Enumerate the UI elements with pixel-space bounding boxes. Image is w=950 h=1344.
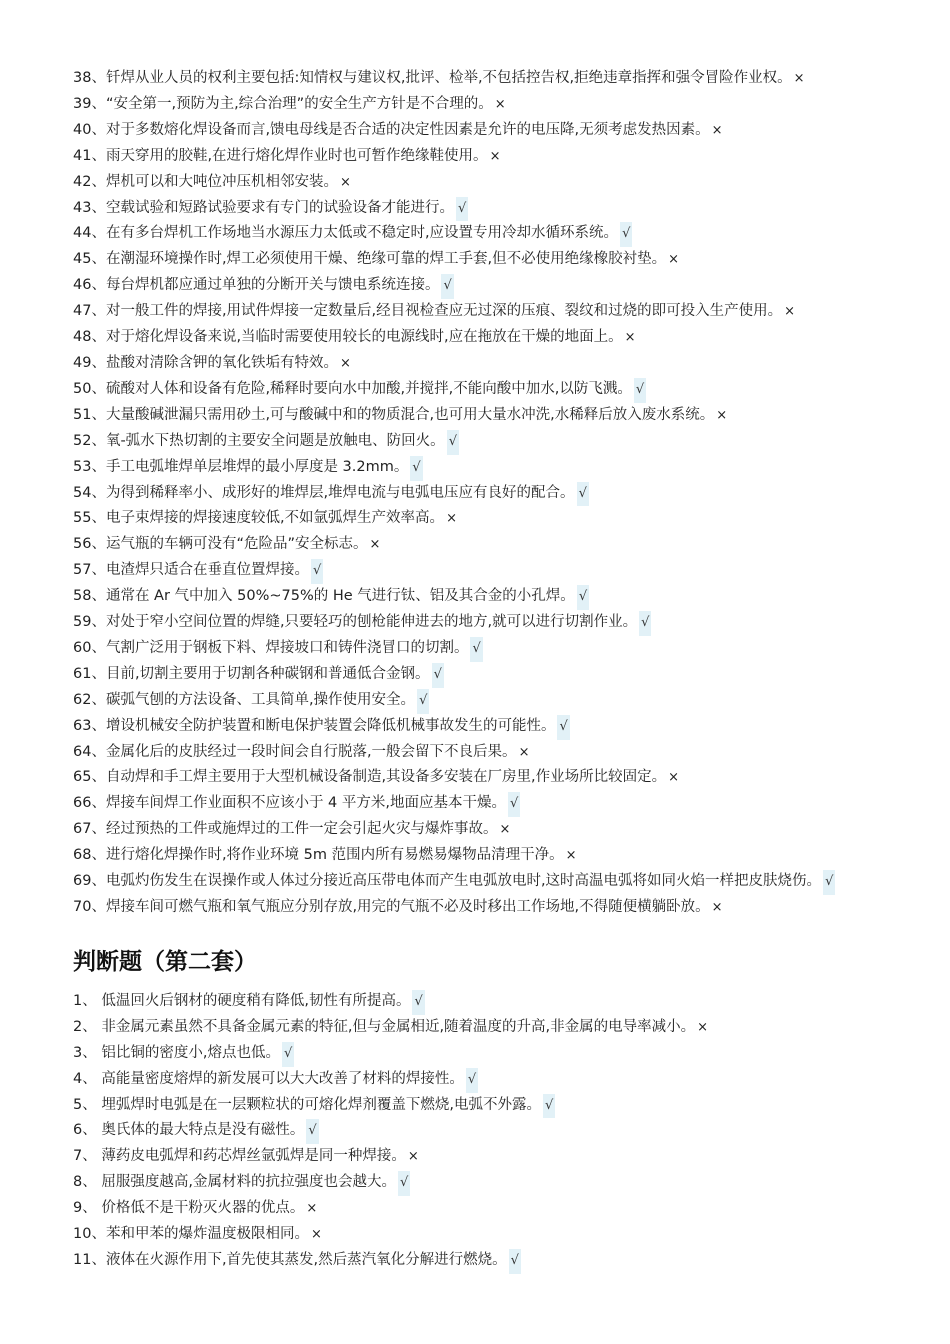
question-item: [73, 688, 881, 714]
question-text: 8、 屈服强度越高,金属材料的抗拉强度也会越大。: [73, 1174, 396, 1191]
check-mark-icon: √: [557, 715, 569, 740]
question-text: 55、电子束焊接的焊接速度较低,不如氩弧焊生产效率高。: [73, 510, 445, 527]
question-item: [73, 740, 881, 766]
question-text: 4、 高能量密度熔焊的新发展可以大大改善了材料的焊接性。: [73, 1070, 464, 1087]
cross-mark-icon: ×: [339, 355, 351, 371]
question-text: 40、对于多数熔化焊设备而言,馈电母线是否合适的决定性因素是允许的电压降,无须考虑发热因素。: [73, 121, 710, 138]
question-text: 39、“安全第一,预防为主,综合治理”的安全生产方针是不合理的。: [73, 95, 493, 112]
question-text: 68、进行熔化焊操作时,将作业环境 5m 范围内所有易燃易爆物品清理干净。: [73, 847, 564, 864]
section-title: 判断题（第二套）: [73, 948, 257, 975]
question-item: [73, 636, 881, 662]
question-text: 50、硫酸对人体和设备有危险,稀释时要向水中加酸,并搅拌,不能向酸中加水,以防飞溅。: [73, 380, 632, 397]
cross-mark-icon: ×: [369, 537, 381, 553]
question-text: 65、自动焊和手工焊主要用于大型机械设备制造,其设备多安装在厂房里,作业场所比较固定。: [73, 769, 667, 786]
question-text: 9、 价格低不是干粉灭火器的优点。: [73, 1200, 305, 1217]
question-item: [73, 584, 881, 610]
question-text: 5、 埋弧焊时电弧是在一层颗粒状的可熔化焊剂覆盖下燃烧,电弧不外露。: [73, 1096, 541, 1113]
question-text: 54、为得到稀释率小、成形好的堆焊层,堆焊电流与电弧电压应有良好的配合。: [73, 484, 575, 501]
question-list-section-1: [73, 66, 881, 921]
cross-mark-icon: ×: [499, 822, 511, 838]
question-text: 10、苯和甲苯的爆炸温度极限相同。: [73, 1226, 309, 1243]
question-item: [73, 170, 881, 196]
check-mark-icon: √: [417, 689, 429, 714]
question-text: 48、对于熔化焊设备来说,当临时需要使用较长的电源线时,应在拖放在干燥的地面上。: [73, 329, 623, 346]
question-text: 11、液体在火源作用下,首先使其蒸发,然后蒸汽氧化分解进行燃烧。: [73, 1251, 507, 1268]
check-mark-icon: √: [410, 456, 422, 481]
cross-mark-icon: ×: [784, 304, 796, 320]
question-item: [73, 817, 881, 843]
question-item: [73, 869, 881, 895]
question-item: [73, 429, 881, 455]
check-mark-icon: √: [311, 559, 323, 584]
question-item: [73, 299, 881, 325]
question-item: [73, 144, 881, 170]
check-mark-icon: √: [306, 1119, 318, 1144]
cross-mark-icon: ×: [306, 1201, 318, 1217]
question-item: [73, 765, 881, 791]
cross-mark-icon: ×: [716, 407, 728, 423]
check-mark-icon: √: [466, 1068, 478, 1093]
question-text: 70、焊接车间可燃气瓶和氧气瓶应分别存放,用完的气瓶不必及时移出工作场地,不得随便横躺卧放。: [73, 899, 710, 915]
question-item: [73, 1248, 881, 1274]
cross-mark-icon: ×: [668, 770, 680, 786]
question-text: 44、在有多台焊机工作场地当水源压力太低或不稳定时,应设置专用冷却水循环系统。: [73, 225, 619, 242]
cross-mark-icon: ×: [310, 1227, 322, 1243]
question-item: [73, 1222, 881, 1248]
question-item: [73, 662, 881, 688]
question-text: 3、 铝比铜的密度小,熔点也低。: [73, 1044, 280, 1061]
question-list-section-2: [73, 989, 881, 1274]
question-text: 62、碳弧气刨的方法设备、工具简单,操作使用安全。: [73, 691, 416, 708]
question-text: 6、 奥氏体的最大特点是没有磁性。: [73, 1122, 305, 1139]
check-mark-icon: √: [470, 637, 482, 662]
question-item: [73, 791, 881, 817]
question-text: 59、对处于窄小空间位置的焊缝,只要轻巧的刨枪能伸进去的地方,就可以进行切割作业。: [73, 614, 638, 631]
question-item: [73, 714, 881, 740]
question-text: 66、焊接车间焊工作业面积不应该小于 4 平方米,地面应基本干燥。: [73, 795, 507, 812]
question-item: [73, 843, 881, 869]
cross-mark-icon: ×: [518, 744, 530, 760]
question-item: [73, 247, 881, 273]
question-text: 42、焊机可以和大吨位冲压机相邻安装。: [73, 173, 338, 190]
question-item: [73, 196, 881, 222]
question-text: 61、目前,切割主要用于切割各种碳钢和普通低合金钢。: [73, 665, 430, 682]
check-mark-icon: √: [282, 1042, 294, 1067]
check-mark-icon: √: [823, 870, 835, 895]
question-text: 60、气割广泛用于钢板下料、焊接坡口和铸件浇冒口的切割。: [73, 639, 469, 656]
question-text: 46、每台焊机都应通过单独的分断开关与馈电系统连接。: [73, 277, 440, 294]
check-mark-icon: √: [441, 274, 453, 299]
check-mark-icon: √: [456, 197, 468, 222]
check-mark-icon: √: [412, 990, 424, 1015]
cross-mark-icon: ×: [793, 71, 805, 86]
question-item: [73, 66, 881, 92]
question-item: [73, 610, 881, 636]
question-item: [73, 481, 881, 507]
question-text: 57、电渣焊只适合在垂直位置焊接。: [73, 562, 309, 579]
question-item: [73, 377, 881, 403]
question-text: 58、通常在 Ar 气中加入 50%~75%的 He 气进行钛、铝及其合金的小孔焊。: [73, 588, 575, 605]
question-text: 47、对一般工件的焊接,用试件焊接一定数量后,经目视检查应无过深的压痕、裂纹和过烧的即可投入生产使用。: [73, 303, 783, 320]
check-mark-icon: √: [639, 611, 651, 636]
question-item: [73, 1118, 881, 1144]
question-item: [73, 558, 881, 584]
question-item: [73, 532, 881, 558]
question-text: 2、 非金属元素虽然不具备金属元素的特征,但与金属相近,随着温度的升高,非金属的电导率减小。: [73, 1018, 696, 1035]
check-mark-icon: √: [508, 792, 520, 817]
question-item: [73, 506, 881, 532]
check-mark-icon: √: [634, 378, 646, 403]
question-text: 53、手工电弧堆焊单层堆焊的最小厚度是 3.2mm。: [73, 458, 409, 475]
document-page: [73, 66, 881, 1274]
question-text: 7、 薄药皮电弧焊和药芯焊丝氩弧焊是同一种焊接。: [73, 1148, 406, 1165]
cross-mark-icon: ×: [711, 900, 723, 915]
question-text: 52、氧-弧水下热切割的主要安全问题是放触电、防回火。: [73, 432, 445, 449]
cross-mark-icon: ×: [407, 1149, 419, 1165]
cross-mark-icon: ×: [494, 96, 506, 112]
question-text: 41、雨天穿用的胶鞋,在进行熔化焊作业时也可暂作绝缘鞋使用。: [73, 147, 488, 164]
check-mark-icon: √: [577, 482, 589, 507]
question-item: [73, 1196, 881, 1222]
question-item: [73, 1170, 881, 1196]
question-item: [73, 1067, 881, 1093]
question-text: 38、钎焊从业人员的权利主要包括:知情权与建议权,批评、检举,不包括控告权,拒绝违章指挥和强令冒险作业权。: [73, 70, 792, 86]
cross-mark-icon: ×: [624, 330, 636, 346]
question-item: [73, 1093, 881, 1119]
question-text: 43、空载试验和短路试验要求有专门的试验设备才能进行。: [73, 199, 454, 216]
question-text: 1、 低温回火后钢材的硬度稍有降低,韧性有所提高。: [73, 992, 411, 1009]
check-mark-icon: √: [543, 1094, 555, 1119]
check-mark-icon: √: [620, 222, 632, 247]
question-item: [73, 1041, 881, 1067]
question-item: [73, 989, 881, 1015]
question-text: 69、电弧灼伤发生在误操作或人体过分接近高压带电体而产生电弧放电时,这时高温电弧将如同火焰一样把皮肤烧伤。: [73, 873, 822, 890]
question-text: 45、在潮湿环境操作时,焊工必须使用干燥、绝缘可靠的焊工手套,但不必使用绝缘橡胶衬垫。: [73, 251, 667, 268]
check-mark-icon: √: [432, 663, 444, 688]
question-item: [73, 273, 881, 299]
question-item: [73, 455, 881, 481]
question-item: [73, 1015, 881, 1041]
question-item: [73, 118, 881, 144]
cross-mark-icon: ×: [565, 848, 577, 864]
check-mark-icon: √: [509, 1249, 521, 1274]
question-text: 67、经过预热的工件或施焊过的工件一定会引起火灾与爆炸事故。: [73, 821, 498, 838]
question-item: [73, 221, 881, 247]
question-text: 49、盐酸对清除含钾的氧化铁垢有特效。: [73, 354, 338, 371]
question-item: [73, 92, 881, 118]
check-mark-icon: √: [398, 1171, 410, 1196]
cross-mark-icon: ×: [339, 174, 351, 190]
check-mark-icon: √: [447, 430, 459, 455]
question-item: [73, 895, 881, 921]
question-text: 64、金属化后的皮肤经过一段时间会自行脱落,一般会留下不良后果。: [73, 743, 517, 760]
cross-mark-icon: ×: [489, 148, 501, 164]
cross-mark-icon: ×: [446, 511, 457, 527]
question-item: [73, 1144, 881, 1170]
cross-mark-icon: ×: [697, 1019, 709, 1035]
check-mark-icon: √: [577, 585, 589, 610]
question-item: [73, 351, 881, 377]
cross-mark-icon: ×: [668, 252, 680, 268]
question-text: 56、运气瓶的车辆可没有“危险品”安全标志。: [73, 536, 368, 553]
question-item: [73, 403, 881, 429]
question-text: 63、增设机械安全防护装置和断电保护装置会降低机械事故发生的可能性。: [73, 717, 556, 734]
question-text: 51、大量酸碱泄漏只需用砂土,可与酸碱中和的物质混合,也可用大量水冲洗,水稀释后放入废水系统。: [73, 406, 715, 423]
question-item: [73, 325, 881, 351]
cross-mark-icon: ×: [711, 122, 723, 138]
